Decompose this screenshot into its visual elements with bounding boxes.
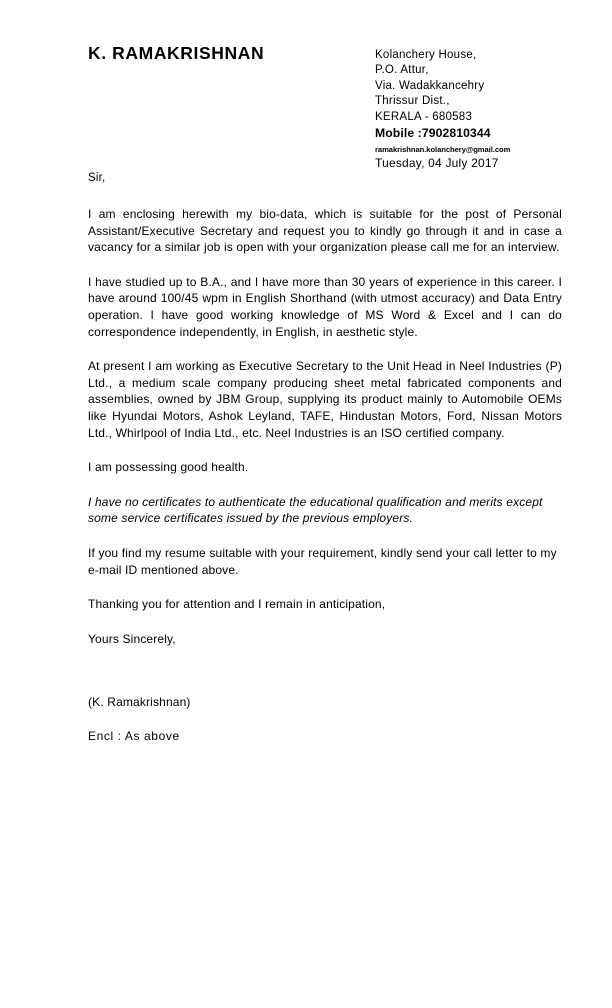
body-paragraph-4: I am possessing good health. [88, 460, 249, 475]
address-line-2: P.O. Attur, [375, 64, 429, 77]
body-paragraph-7: Thanking you for attention and I remain in anticipation, [88, 597, 386, 612]
closing-salutation: Yours Sincerely, [88, 631, 176, 646]
body-paragraph-3: At present I am working as Executive Secretary to the Unit Head in Neel Industries (P) Ltd., a medium scale company producing sheet metal fabricated components and assemblies, owned by JBM Group, supplying its product mainly to Automobile OEMs like Hyundai Motors, Ashok Leyland, TAFE, Hindustan Motors, Ford, Nissan Motors Ltd., Whirlpool of India Ltd., etc. Neel Industries is an ISO certified company. [88, 359, 562, 440]
signature-name: (K. Ramakrishnan) [88, 695, 191, 710]
address-line-5: KERALA - 680583 [375, 110, 473, 123]
address-line-1: Kolanchery House, [375, 49, 477, 61]
contact-email: ramakrishnan.kolanchery@gmail.com [375, 145, 511, 155]
sender-name: K. RAMAKRISHNAN [88, 43, 265, 63]
body-paragraph-5-italic-disclaimer: I have no certificates to authenticate the educational qualification and merits except some service certificates issued by the previous employers. [88, 494, 543, 526]
letter-date: Tuesday, 04 July 2017 [375, 156, 499, 170]
salutation: Sir, [88, 172, 106, 184]
address-line-4: Thrissur Dist., [375, 95, 450, 108]
signature-space [88, 665, 562, 695]
address-line-3: Via. Wadakkancehry [375, 79, 485, 92]
body-paragraph-2: I have studied up to B.A., and I have more than 30 years of experience in this career. I have around 100/45 wpm in English Shorthand (with utmost accuracy) and Data Entry operation. I have good working knowledge of MS Word & Excel and I can do correspondence independently, in English, in aesthetic style. [88, 274, 562, 339]
sender-address-block [375, 48, 575, 158]
letter-body [88, 172, 562, 743]
body-paragraph-6: If you find my resume suitable with your requirement, kindly send your call letter to my e-mail ID mentioned above. [88, 545, 557, 577]
body-paragraph-1: I am enclosing herewith my bio-data, which is suitable for the post of Personal Assistant/Executive Secretary and request you to kindly go through it and in case a vacancy for a similar job is open with your organization please call me for an interview. [88, 207, 562, 255]
contact-mobile: Mobile :7902810344 [375, 126, 491, 141]
enclosure-note: Encl : As above [88, 729, 180, 744]
